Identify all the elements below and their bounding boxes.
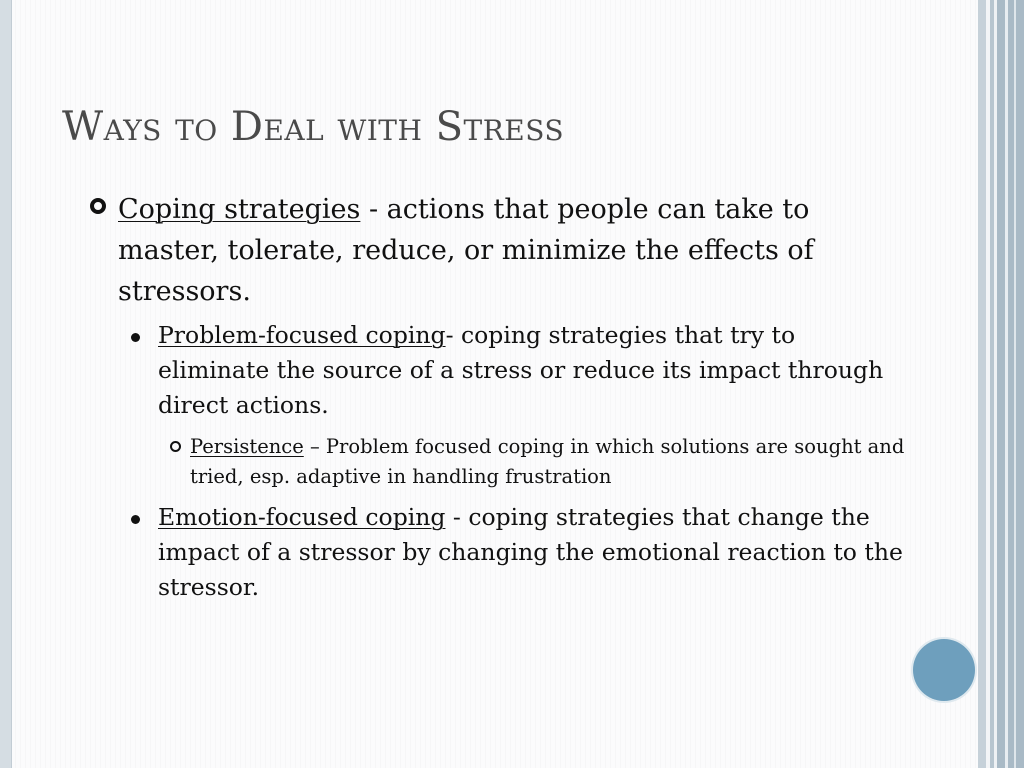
dot-bullet-icon (131, 333, 140, 342)
bullet-problem-focused-coping (158, 318, 908, 423)
decorative-circle (913, 639, 975, 701)
right-decor-stripe (1014, 0, 1016, 768)
term-emotion-focused-coping: Emotion-focused coping (158, 503, 446, 531)
left-edge-border (0, 0, 12, 768)
bullet-persistence (190, 432, 930, 492)
bullet-text: - coping strategies that change the impact of a stressor by changing the emotional reaction to the stressor. (158, 503, 903, 601)
bullet-emotion-focused-coping (158, 500, 938, 605)
right-decor-stripe (1005, 0, 1008, 768)
right-decor-stripe (978, 0, 986, 768)
bullet-text: - actions that people can take to master, tolerate, reduce, or minimize the effects of stressors. (118, 194, 814, 307)
bullet-text: - coping strategies that try to eliminate the source of a stress or reduce its impact through direct actions. (158, 321, 884, 419)
bullet-text: – Problem focused coping in which solutions are sought and tried, esp. adaptive in handling frustration (190, 435, 905, 488)
slide-title: Ways to Deal with Stress (62, 104, 565, 150)
term-problem-focused-coping: Problem-focused coping (158, 321, 446, 349)
bullet-coping-strategies (118, 189, 918, 312)
ring-bullet-icon (90, 198, 106, 214)
dot-bullet-icon (131, 515, 140, 524)
right-decor-stripe (997, 0, 1024, 768)
ring-bullet-icon (170, 441, 181, 452)
term-persistence: Persistence (190, 435, 304, 458)
term-coping-strategies: Coping strategies (118, 194, 361, 225)
